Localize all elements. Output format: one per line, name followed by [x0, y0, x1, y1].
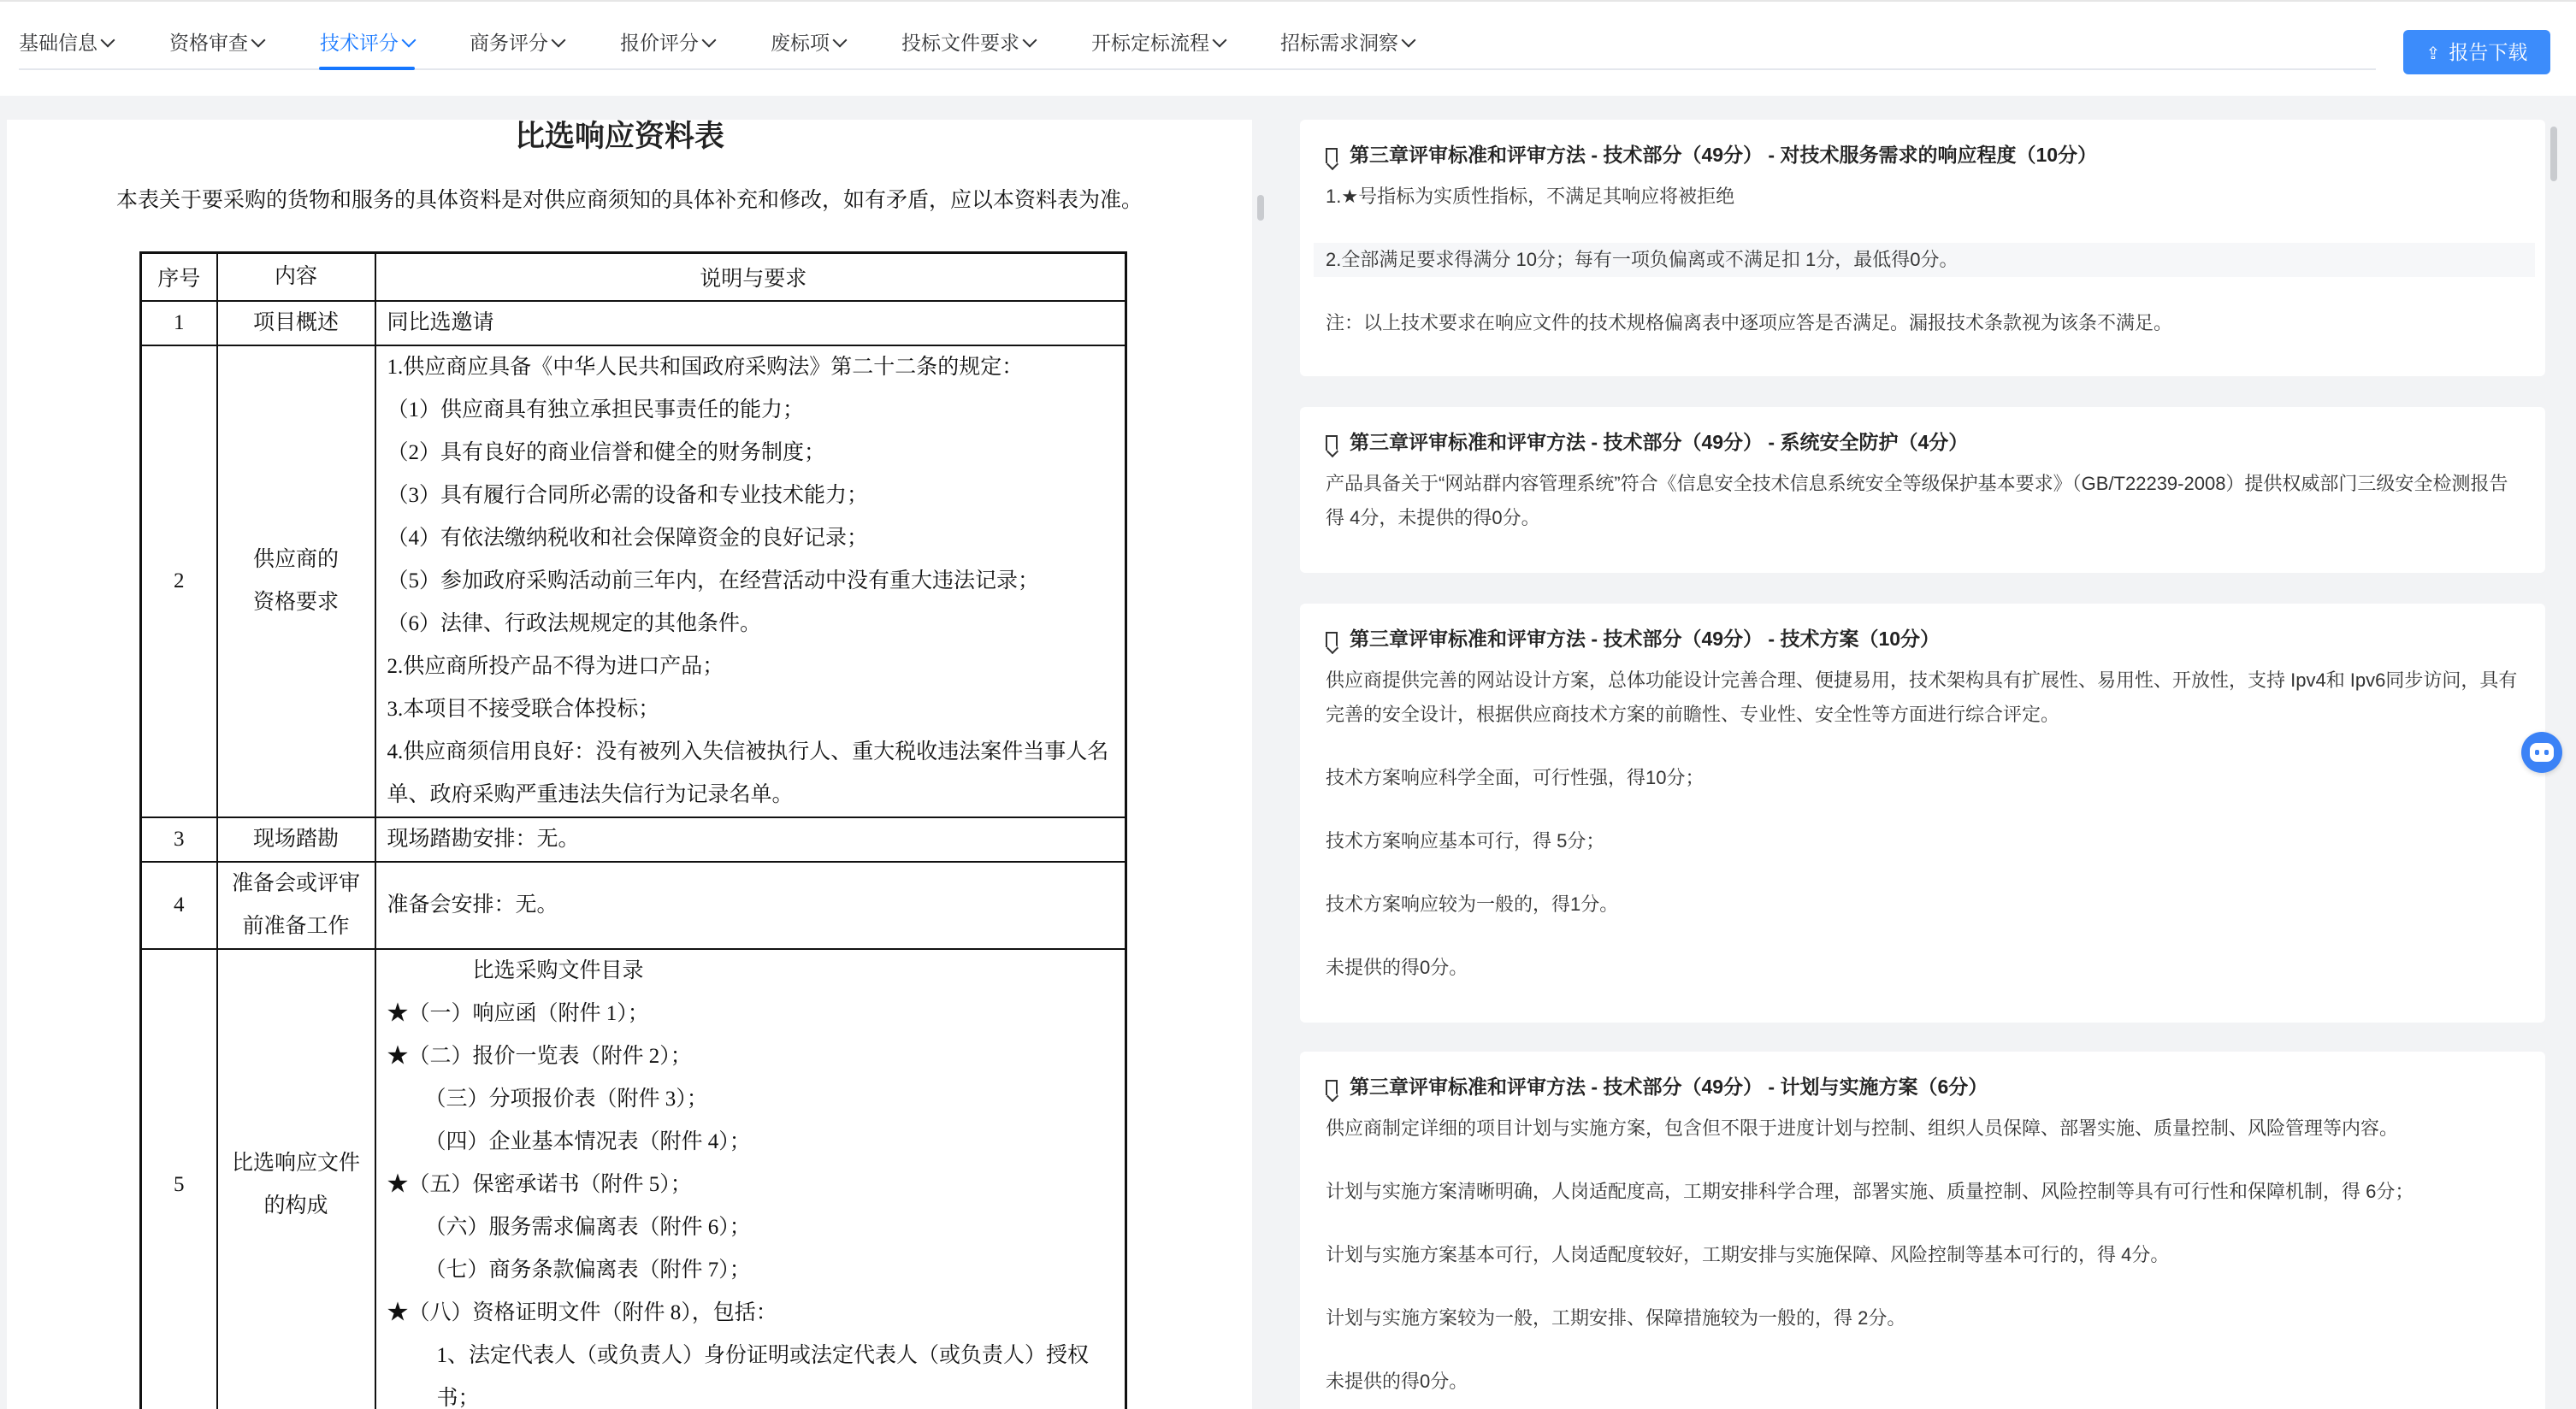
desc-line: 2.供应商所投产品不得为进口产品；: [387, 654, 724, 678]
bookmark-icon[interactable]: [1326, 435, 1338, 451]
desc-line: （1）供应商具有独立承担民事责任的能力；: [387, 398, 805, 422]
criteria-card-title: 第三章评审标准和评审方法 - 技术部分（49分） - 系统安全防护（4分）: [1326, 427, 1968, 457]
desc-line: 4.供应商须信用良好：没有被列入失信被执行人、重大税收违法案件当事人名单、政府采购严重违法失信行为记录名单。: [387, 740, 1109, 806]
criteria-card-body: [1326, 1111, 2523, 1399]
row-content: 比选响应文件的构成: [217, 949, 375, 1409]
robot-face-icon: [2530, 743, 2554, 762]
criteria-card: [1300, 1052, 2545, 1409]
criteria-card: [1300, 604, 2545, 1023]
desc-line: （三）分项报价表（附件 3）；: [424, 1087, 708, 1111]
active-tab-indicator: [319, 67, 415, 70]
table-row: [141, 949, 1126, 1409]
document-scrollbar-thumb[interactable]: [1257, 195, 1264, 221]
criteria-card-body: [1326, 663, 2523, 985]
row-no: 4: [141, 862, 217, 949]
chevron-down-icon: [833, 33, 848, 48]
criteria-card: [1300, 407, 2545, 573]
criteria-paragraph: 2.全部满足要求得满分 10分；每有一项负偏离或不满足扣 1分，最低得0分。: [1314, 243, 2535, 277]
row-desc: [375, 949, 1126, 1409]
document-title: 比选响应资料表: [515, 120, 725, 153]
header-content: 内容: [217, 253, 375, 301]
criteria-paragraph: 供应商提供完善的网站设计方案，总体功能设计完善合理、便捷易用，技术架构具有扩展性、易用性、开放性，支持 Ipv4和 Ipv6同步访问，具有完善的安全设计，根据供应商技术方案的前瞻性、专业性、安全性等方面进行综合评定。: [1326, 669, 2518, 725]
desc-line: （七）商务条款偏离表（附件 7）；: [424, 1258, 751, 1282]
desc-line: 同比选邀请: [387, 310, 494, 334]
table-row: [141, 345, 1126, 817]
requirements-table: [139, 251, 1127, 1409]
desc-line: （3）具有履行合同所必需的设备和专业技术能力；: [387, 483, 869, 507]
criteria-paragraph: 计划与实施方案清晰明确，人岗适配度高，工期安排科学合理，部署实施、质量控制、风险控制等具有可行性和保障机制，得 6分；: [1326, 1181, 2414, 1202]
row-desc: [375, 301, 1126, 345]
criteria-card-title: 第三章评审标准和评审方法 - 技术部分（49分） - 技术方案（10分）: [1326, 624, 1940, 653]
criteria-paragraph: 计划与实施方案较为一般，工期安排、保障措施较为一般的，得 2分。: [1326, 1307, 1906, 1329]
robot-eye: [2535, 750, 2539, 755]
criteria-card-body: [1326, 467, 2523, 535]
criteria-card: [1300, 120, 2545, 376]
criteria-card-body: [1326, 180, 2523, 340]
tab-bid-document-requirements[interactable]: 投标文件要求: [901, 26, 1035, 60]
top-bar: [0, 0, 2576, 96]
desc-line: 比选采购文件目录: [472, 958, 644, 982]
tab-price-score[interactable]: 报价评分: [620, 26, 714, 60]
tab-business-score[interactable]: 商务评分: [470, 26, 564, 60]
row-no: 2: [141, 345, 217, 817]
tab-bar: [19, 2, 2376, 70]
criteria-paragraph: 技术方案响应较为一般的，得1分。: [1326, 893, 1619, 915]
row-no: 1: [141, 301, 217, 345]
desc-line: 1.供应商应具备《中华人民共和国政府采购法》第二十二条的规定：: [387, 355, 1024, 379]
desc-line: （4）有依法缴纳税收和社会保障资金的良好记录；: [387, 526, 869, 550]
row-desc: [375, 345, 1126, 817]
tab-rejection-items[interactable]: 废标项: [771, 26, 845, 60]
tab-bid-opening-process[interactable]: 开标定标流程: [1091, 26, 1225, 60]
table-row: [141, 817, 1126, 862]
row-no: 5: [141, 949, 217, 1409]
header-desc: 说明与要求: [375, 253, 1126, 301]
header-no: 序号: [141, 253, 217, 301]
scoring-criteria-panel[interactable]: [1283, 120, 2549, 1409]
desc-line: ★（八）资格证明文件（附件 8），包括：: [387, 1300, 777, 1324]
chevron-down-icon: [702, 33, 717, 48]
desc-line: （5）参加政府采购活动前三年内，在经营活动中没有重大违法记录；: [387, 569, 1040, 592]
desc-line: 3.本项目不接受联合体投标；: [387, 697, 660, 721]
criteria-card-title: 第三章评审标准和评审方法 - 技术部分（49分） - 计划与实施方案（6分）: [1326, 1072, 1988, 1101]
desc-line: （四）企业基本情况表（附件 4）；: [424, 1129, 751, 1153]
row-content: 项目概述: [217, 301, 375, 345]
bookmark-icon[interactable]: [1326, 1080, 1338, 1095]
row-no: 3: [141, 817, 217, 862]
chevron-down-icon: [251, 33, 266, 48]
criteria-paragraph: 未提供的得0分。: [1326, 957, 1468, 978]
criteria-paragraph: 供应商制定详细的项目计划与实施方案，包含但不限于进度计划与控制、组织人员保障、部署实施、质量控制、风险管理等内容。: [1326, 1117, 2399, 1139]
tab-technical-score[interactable]: 技术评分: [320, 26, 414, 60]
desc-line: ★（二）报价一览表（附件 2）；: [387, 1044, 692, 1068]
criteria-card-title: 第三章评审标准和评审方法 - 技术部分（49分） - 对技术服务需求的响应程度（10分）: [1326, 140, 2097, 169]
table-row: [141, 301, 1126, 345]
table-row: [141, 862, 1126, 949]
row-content: 供应商的资格要求: [217, 345, 375, 817]
criteria-paragraph: 产品具备关于“网站群内容管理系统”符合《信息安全技术信息系统安全等级保护基本要求》（GB/T22239-2008）提供权威部门三级安全检测报告得 4分，未提供的得0分。: [1326, 473, 2508, 528]
chevron-down-icon: [1213, 33, 1227, 48]
criteria-paragraph: 1.★号指标为实质性指标，不满足其响应将被拒绝: [1326, 186, 1735, 207]
chevron-down-icon: [402, 33, 417, 48]
criteria-paragraph: 注：以上技术要求在响应文件的技术规格偏离表中逐项应答是否满足。漏报技术条款视为该条不满足。: [1326, 312, 2173, 333]
ai-assistant-icon[interactable]: [2521, 732, 2562, 773]
desc-line: 1、法定代表人（或负责人）身份证明或法定代表人（或负责人）授权书；: [436, 1343, 1090, 1409]
chevron-down-icon: [101, 33, 115, 48]
document-scrollbar[interactable]: [1257, 120, 1264, 1409]
chevron-down-icon: [552, 33, 566, 48]
bookmark-icon[interactable]: [1326, 632, 1338, 647]
row-desc: [375, 862, 1126, 949]
row-desc: [375, 817, 1126, 862]
desc-line: 现场踏勘安排：无。: [387, 827, 580, 851]
tab-tender-insight[interactable]: 招标需求洞察: [1280, 26, 1414, 60]
row-content: 现场踏勘: [217, 817, 375, 862]
desc-line: （六）服务需求偏离表（附件 6）；: [424, 1215, 751, 1239]
document-intro: 本表关于要采购的货物和服务的具体资料是对供应商须知的具体补充和修改，如有矛盾，应以本资料表为准。: [116, 189, 1143, 212]
criteria-scrollbar-thumb[interactable]: [2550, 127, 2557, 181]
criteria-paragraph: 技术方案响应科学全面，可行性强，得10分；: [1326, 767, 1705, 788]
tab-basic-info[interactable]: 基础信息: [19, 26, 113, 60]
bookmark-icon[interactable]: [1326, 148, 1338, 163]
desc-line: （6）法律、行政法规规定的其他条件。: [387, 611, 762, 635]
report-download-button[interactable]: ⇪ 报告下载: [2403, 30, 2550, 74]
criteria-paragraph: 未提供的得0分。: [1326, 1371, 1468, 1392]
criteria-paragraph: 技术方案响应基本可行，得 5分；: [1326, 830, 1605, 852]
desc-line: 准备会安排：无。: [387, 893, 558, 917]
criteria-paragraph: 计划与实施方案基本可行，人岗适配度较好，工期安排与实施保障、风险控制等基本可行的，得 4分。: [1326, 1244, 2170, 1265]
document-preview[interactable]: [7, 120, 1252, 1409]
robot-eye: [2544, 750, 2549, 755]
desc-line: （2）具有良好的商业信誉和健全的财务制度；: [387, 440, 826, 464]
row-content: 准备会或评审前准备工作: [217, 862, 375, 949]
upload-icon: ⇪: [2425, 44, 2441, 63]
desc-line: ★（五）保密承诺书（附件 5）；: [387, 1172, 692, 1196]
desc-line: ★（一）响应函（附件 1）；: [387, 1001, 649, 1025]
table-header-row: [141, 253, 1126, 301]
tab-qualification-review[interactable]: 资格审查: [169, 26, 263, 60]
chevron-down-icon: [1402, 33, 1416, 48]
chevron-down-icon: [1023, 33, 1037, 48]
